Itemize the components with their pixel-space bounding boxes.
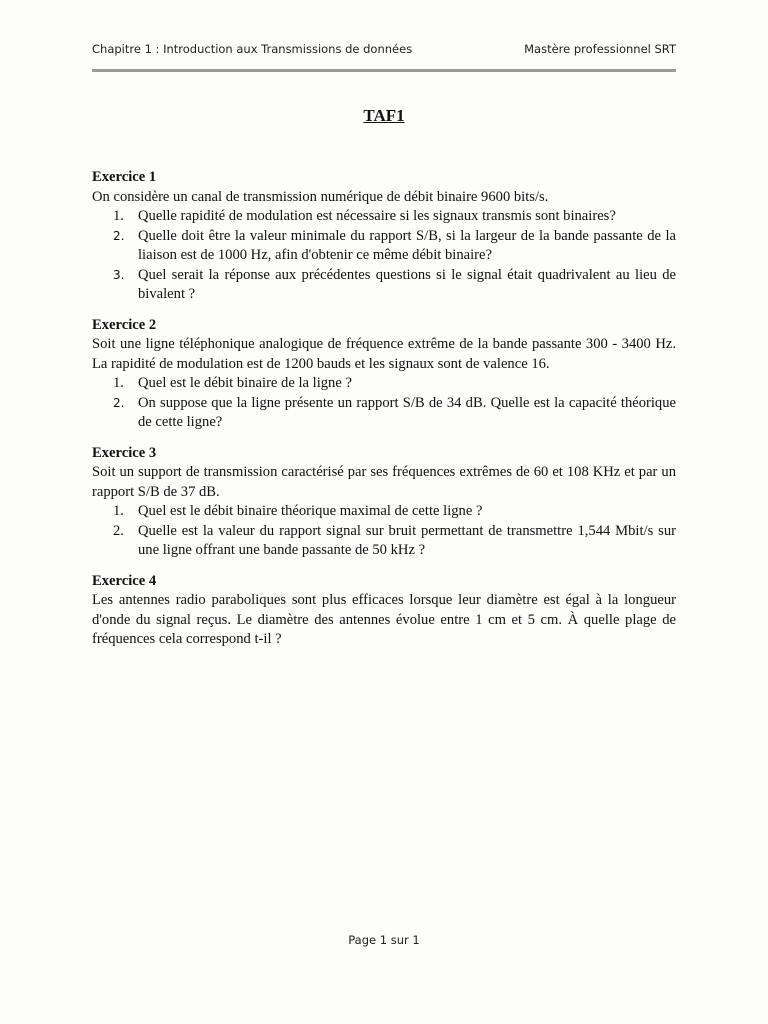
question-list	[92, 502, 676, 561]
question-item	[92, 374, 676, 394]
page-header	[92, 42, 676, 62]
exercise-3	[92, 444, 676, 561]
exercise-intro: Les antennes radio paraboliques sont plus efficaces lorsque leur diamètre est égal à la longueur d'onde du signal reçus. Le diamètre des antennes évolue entre 1 cm et 5 cm. À quelle plage de fréquences cela correspond t-il ?	[92, 592, 676, 647]
question-number: 2.	[113, 228, 125, 243]
question-text: Quel est le débit binaire théorique maximal de cette ligne ?	[138, 503, 483, 519]
question-text: Quelle doit être la valeur minimale du rapport S/B, si la largeur de la bande passante de la liaison est de 1000 Hz, afin d'obtenir ce même débit binaire?	[138, 227, 676, 263]
question-number: 2.	[113, 522, 124, 539]
question-text: Quelle rapidité de modulation est nécessaire si les signaux transmis sont binaires?	[138, 208, 616, 224]
question-text: Quel est le débit binaire de la ligne ?	[138, 375, 352, 391]
exercise-title: Exercice 3	[92, 444, 157, 461]
question-list	[92, 374, 676, 433]
question-number: 1.	[113, 503, 124, 519]
question-item	[92, 227, 676, 266]
question-number: 1.	[113, 375, 124, 391]
question-item	[92, 522, 676, 561]
exercise-title: Exercice 4	[92, 572, 157, 589]
header-divider	[92, 69, 676, 72]
question-item	[92, 502, 676, 522]
page-number: Page 1 sur 1	[348, 933, 420, 947]
question-number: 1.	[113, 208, 124, 224]
exercise-title: Exercice 1	[92, 169, 157, 185]
question-number: 3.	[113, 267, 125, 282]
question-item	[92, 394, 676, 433]
header-program-name: Mastère professionnel SRT	[524, 42, 676, 56]
header-chapter-title: Chapitre 1 : Introduction aux Transmissions de données	[92, 42, 413, 56]
question-text: Quelle est la valeur du rapport signal sur bruit permettant de transmettre 1,544 Mbit/s sur une ligne offrant une bande passante de 50 kHz ?	[138, 522, 676, 558]
exercise-4	[92, 572, 676, 650]
exercise-2	[92, 316, 676, 433]
page-title: TAF1	[363, 106, 405, 125]
exercise-title: Exercice 2	[92, 316, 157, 333]
question-item	[92, 207, 676, 227]
exercise-intro: On considère un canal de transmission numérique de débit binaire 9600 bits/s.	[92, 188, 549, 205]
question-number: 2.	[113, 395, 125, 410]
exercise-list	[92, 168, 676, 661]
question-item	[92, 266, 676, 305]
exercise-intro: Soit un support de transmission caractérisé par ses fréquences extrêmes de 60 et 108 KHz et par un rapport S/B de 37 dB.	[92, 464, 676, 500]
question-text: On suppose que la ligne présente un rapport S/B de 34 dB. Quelle est la capacité théorique de cette ligne?	[138, 394, 676, 430]
exercise-1	[92, 168, 676, 305]
question-text: Quel serait la réponse aux précédentes questions si le signal était quadrivalent au lieu de bivalent ?	[138, 266, 676, 302]
exercise-intro: Soit une ligne téléphonique analogique de fréquence extrême de la bande passante 300 - 3400 Hz. La rapidité de modulation est de 1200 bauds et les signaux sont de valence 16.	[92, 336, 676, 372]
question-list	[92, 207, 676, 305]
